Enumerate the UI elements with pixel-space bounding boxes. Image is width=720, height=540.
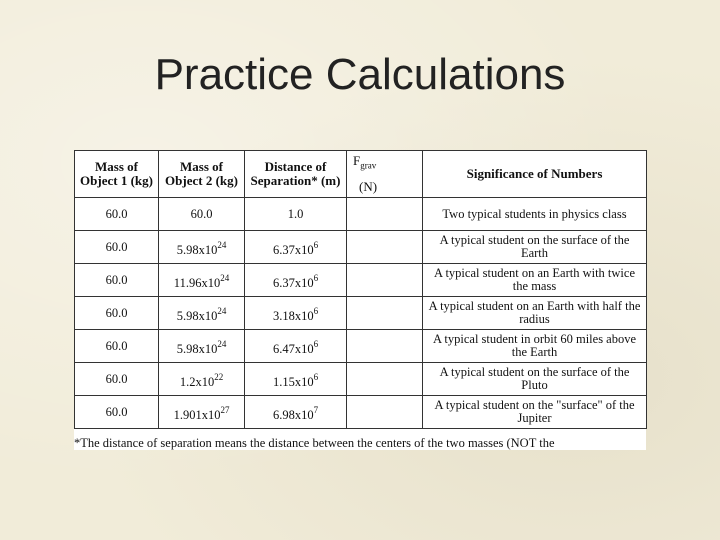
cell-mass2-exponent: 24 [217,305,227,316]
header-fgrav-symbol: F [353,152,361,168]
cell-significance-value: A typical student on the surface of the Pluto [439,365,630,392]
cell-mass1-value: 60.0 [105,405,128,419]
cell-mass1 [75,330,159,363]
footnote: *The distance of separation means the distance between the centers of the two masses (NOT the [74,436,555,450]
cell-mass2 [159,363,245,396]
table-row [75,231,647,264]
slide-title: Practice Calculations [154,50,566,99]
cell-mass2-exponent: 24 [220,272,230,283]
cell-mass1-value: 60.0 [105,306,128,320]
cell-distance-value: 1.0 [287,207,304,221]
cell-mass1 [75,363,159,396]
cell-mass2 [159,297,245,330]
cell-mass2-value: 5.98x10 [176,308,218,323]
cell-mass2 [159,396,245,429]
cell-significance [423,297,647,330]
cell-fgrav [347,396,423,429]
cell-distance-exponent: 7 [313,404,319,415]
cell-significance [423,396,647,429]
table-row [75,363,647,396]
table-row [75,198,647,231]
cell-mass2-value: 1.2x10 [179,374,215,389]
table-row [75,396,647,429]
cell-distance [245,297,347,330]
cell-significance-value: Two typical students in physics class [442,206,627,221]
cell-distance-exponent: 6 [313,239,319,250]
cell-mass1 [75,198,159,231]
cell-fgrav [347,330,423,363]
header-row [75,151,647,198]
cell-mass2-exponent: 24 [217,239,227,250]
cell-significance-value: A typical student on an Earth with twice the mass [434,266,635,293]
cell-distance [245,330,347,363]
cell-mass2-exponent: 27 [220,404,230,415]
cell-mass1 [75,297,159,330]
header-distance: Distance of Separation* (m) [245,151,347,198]
cell-significance-value: A typical student in orbit 60 miles above the Earth [432,332,637,359]
cell-mass1-value: 60.0 [105,372,128,386]
cell-mass2-value: 5.98x10 [176,242,218,257]
table-row [75,297,647,330]
cell-significance-value: A typical student on the "surface" of the Jupiter [434,398,635,425]
cell-mass2-exponent: 24 [217,338,227,349]
cell-significance-value: A typical student on an Earth with half the radius [428,299,641,326]
header-fgrav-subscript: grav [360,160,377,171]
cell-significance [423,231,647,264]
cell-significance-value: A typical student on the surface of the Earth [439,233,630,260]
cell-mass2 [159,330,245,363]
practice-table [74,150,647,429]
cell-fgrav [347,198,423,231]
header-fgrav-unit: (N) [359,179,378,195]
cell-distance-value: 1.15x10 [272,374,314,389]
cell-fgrav [347,297,423,330]
cell-mass2-value: 1.901x10 [173,407,221,422]
cell-distance [245,363,347,396]
cell-distance-exponent: 6 [313,272,319,283]
cell-mass1 [75,396,159,429]
cell-distance-exponent: 6 [313,371,319,382]
cell-mass2 [159,264,245,297]
header-mass2: Mass of Object 2 (kg) [159,151,245,198]
cell-distance-value: 3.18x10 [272,308,314,323]
header-fgrav [347,151,423,198]
cell-significance [423,363,647,396]
cell-mass2-exponent: 22 [214,371,224,382]
table-row [75,264,647,297]
cell-mass2-value: 5.98x10 [176,341,218,356]
cell-distance-value: 6.47x10 [272,341,314,356]
header-significance: Significance of Numbers [423,151,647,198]
cell-distance [245,396,347,429]
cell-distance [245,231,347,264]
cell-mass1-value: 60.0 [105,240,128,254]
header-mass1: Mass of Object 1 (kg) [75,151,159,198]
cell-distance-value: 6.98x10 [272,407,314,422]
cell-mass1 [75,231,159,264]
cell-mass1 [75,264,159,297]
cell-mass2 [159,231,245,264]
cell-fgrav [347,231,423,264]
cell-significance [423,264,647,297]
cell-mass1-value: 60.0 [105,207,128,221]
cell-mass1-value: 60.0 [105,273,128,287]
cell-mass2-value: 60.0 [190,207,213,221]
cell-significance [423,330,647,363]
table-image [74,150,646,450]
cell-distance-value: 6.37x10 [272,275,314,290]
cell-mass1-value: 60.0 [105,339,128,353]
cell-significance [423,198,647,231]
cell-fgrav [347,363,423,396]
cell-mass2 [159,198,245,231]
cell-distance-value: 6.37x10 [272,242,314,257]
cell-distance-exponent: 6 [313,305,319,316]
cell-distance-exponent: 6 [313,338,319,349]
table-row [75,330,647,363]
cell-distance [245,198,347,231]
cell-fgrav [347,264,423,297]
cell-mass2-value: 11.96x10 [173,275,221,290]
cell-distance [245,264,347,297]
